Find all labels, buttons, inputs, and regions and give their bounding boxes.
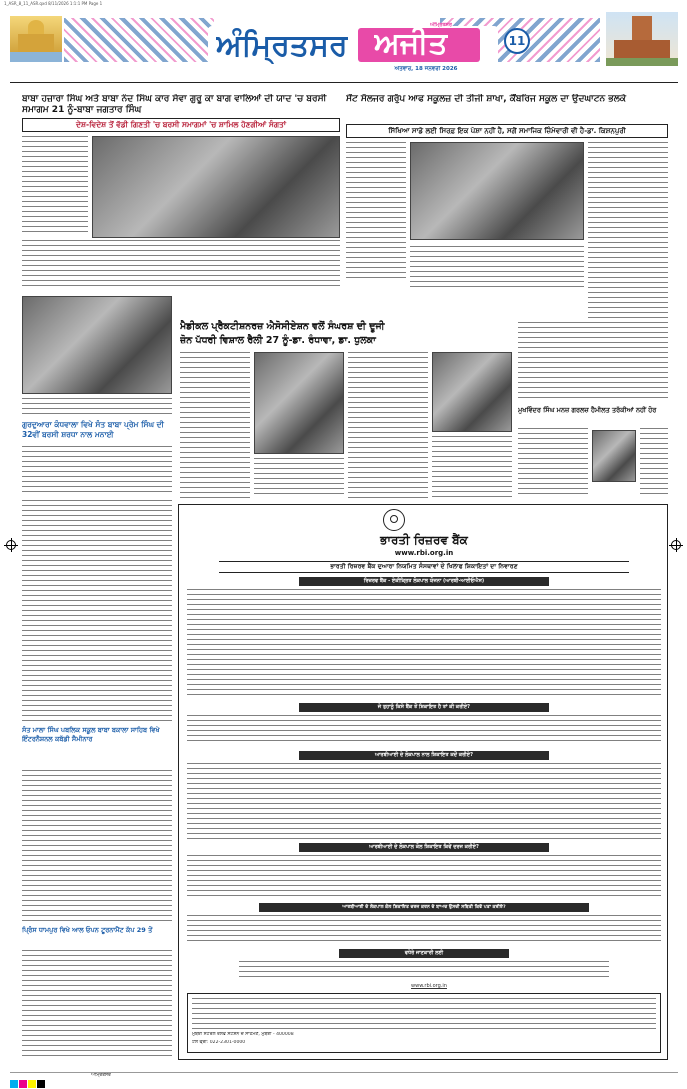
kabaddi-article-text: [22, 770, 172, 922]
subhead-sikhya: ਸਿੱਖਿਆ ਸਾਡੇ ਲਈ ਸਿਰਫ਼ ਇਕ ਪੇਸ਼ਾ ਨਹੀਂ ਹੈ, ਸਗੋਂ ਸਮਾਜਿਕ ਜ਼ਿੰਮੇਵਾਰੀ ਵੀ ਹੈ-ਡਾ. ਕਿਸ਼ਨਪੁਰੀ: [388, 127, 626, 135]
gurdwara-article-text: [22, 446, 172, 496]
right-col-text: [518, 322, 668, 402]
subhead-box-left: [22, 118, 340, 132]
title-right: ਅਜੀਤ: [374, 26, 448, 61]
print-color-strip: [10, 1072, 678, 1084]
title-banner: [208, 22, 498, 68]
medical-text-col2: [348, 352, 428, 498]
left-col-article-text: [22, 500, 172, 722]
subhead-box-right: [346, 124, 668, 138]
gurdwara-caption-text: [22, 398, 172, 418]
rbi-name: ਭਾਰਤੀ ਰਿਜ਼ਰਵ ਬੈਂਕ: [380, 533, 468, 547]
rbi-section4-heading: ਆਰਬੀਆਈ ਦੇ ਲੋਕਪਾਲ ਕੋਲ ਸ਼ਿਕਾਇਤ ਕਿਵੇਂ ਦਰਜ ਕਰੀਏ?: [299, 843, 549, 852]
headline-saint-soldier: ਸੇਂਟ ਸੋਲਜਰ ਗਰੁੱਪ ਆਫ ਸਕੂਲਜ਼ ਦੀ ਤੀਜੀ ਸ਼ਾਖਾ, ਕੈਂਬਰਿਜ ਸਕੂਲ ਦਾ ਉਦਘਾਟਨ ਭਲਕੇ: [346, 94, 627, 104]
rbi-footer-address: ਮੁੰਬਈ ਸੈਂਟਰਲ ਰੇਲਵੇ ਸਟੇਸ਼ਨ ਦੇ ਸਾਹਮਣੇ, ਮੁੰਬਈ - 400008: [192, 1032, 294, 1037]
medical-text-under-photo: [254, 458, 344, 498]
headline-kabaddi-seminar: ਸੰਤ ਮਾਲਾ ਸਿੰਘ ਪਬਲਿਕ ਸਕੂਲ ਬਾਬਾ ਬਕਾਲਾ ਸਾਹਿਬ ਵਿਖੇ ਇੰਟਰਨੈਸ਼ਨਲ ਕਬੱਡੀ ਸੈਮੀਨਾਰ: [22, 726, 160, 743]
rbi-scheme-heading: ਰਿਜ਼ਰਵ ਬੈਂਕ - ਏਕੀਕ੍ਰਿਤ ਲੋਕਪਾਲ ਯੋਜਨਾ (ਆਰਬੀ-ਆਈਓਐਸ): [299, 577, 549, 586]
monument-image: [606, 12, 678, 66]
tournament-article-text: [22, 950, 172, 1058]
rbi-main-heading-box: [219, 561, 629, 573]
rbi-section2-heading: ਜੇ ਤੁਹਾਨੂੰ ਕਿਸੇ ਬੈਂਕ ਤੋਂ ਸ਼ਿਕਾਇਤ ਹੈ ਤਾਂ ਕੀ ਕਰੀਏ?: [299, 703, 549, 712]
swatch-cyan: [10, 1080, 18, 1088]
medical-text-col3: [432, 436, 512, 498]
rbi-footer-box: [187, 993, 661, 1053]
headline-medical-1: ਮੈਡੀਕਲ ਪ੍ਰੈਕਟੀਸ਼ਨਰਜ਼ ਐਸੋਸੀਏਸ਼ਨ ਵਲੋਂ ਸੰਘਰਸ਼ ਦੀ ਦੂਜੀ: [180, 321, 385, 332]
article-text-right-col3: [588, 142, 668, 318]
photo-portrait: [592, 430, 636, 482]
bottom-slug: ਅੰਮ੍ਰਿਤਸਰ: [91, 1073, 111, 1078]
rbi-section6-heading: ਵਧੇਰੇ ਜਾਣਕਾਰੀ ਲਈ: [339, 949, 509, 958]
rbi-section3-text: [187, 763, 661, 839]
headline-baba-hazara-singh: ਬਾਬਾ ਹਜ਼ਾਰਾ ਸਿੰਘ ਅਤੇ ਬਾਬਾ ਨੰਦ ਸਿੰਘ ਕਾਰ ਸੇਵਾ ਗੁਰੂ ਕਾ ਬਾਗ ਵਾਲਿਆਂ ਦੀ ਯਾਦ 'ਚ ਬਰਸੀ ਸਮਾਗਮ 21 ਨੂੰ-ਬਾਬਾ ਜਗਤਾਰ ਸਿੰਘ: [22, 94, 327, 115]
medical-text-col1: [180, 352, 250, 498]
rbi-section4-text: [187, 855, 661, 897]
rbi-section3-heading: ਆਰਬੀਆਈ ਦੇ ਲੋਕਪਾਲ ਨਾਲ ਸ਼ਿਕਾਇਤ ਕਦੋਂ ਕਰੀਏ?: [299, 751, 549, 760]
rbi-contact-link[interactable]: www.rbi.org.in: [411, 983, 447, 989]
rbi-main-heading: ਭਾਰਤੀ ਰਿਜ਼ਰਵ ਬੈਂਕ ਦੁਆਰਾ ਨਿਯਮਿਤ ਸੰਸਥਾਵਾਂ ਦੇ ਖਿਲਾਫ ਸ਼ਿਕਾਇਤਾਂ ਦਾ ਨਿਵਾਰਣ: [330, 563, 518, 570]
article-text-bottom: [22, 240, 340, 290]
headline-mukhwinder: ਮੁਖਵਿੰਦਰ ਸਿੰਘ ਮਨਜ਼ ਗਰਲਜ਼ ਹੈਮੀਲਤ ਤਰੱਕੀਆਂ ਨਹੀਂ ਹੋਰ: [518, 406, 657, 414]
headline-tournament: ਪ੍ਰਿੰਸ ਧਾਮਪੁਰ ਵਿਖੇ ਆਲ ਓਪਨ ਟੂਰਨਾਮੈਂਟ ਕੱਪ 29 ਤੋਂ: [22, 926, 153, 934]
subhead-sangat: ਦੇਸ਼-ਵਿਦੇਸ਼ ਤੋਂ ਵੱਡੀ ਗਿਣਤੀ 'ਚ ਬਰਸੀ ਸਮਾਗਮਾਂ 'ਚ ਸ਼ਾਮਿਲ ਹੋਣਗੀਆਂ ਸੰਗਤਾਂ: [76, 120, 286, 129]
photo-gurdwara-kandhwala: [22, 296, 172, 394]
photo-barsi-samagam: [92, 136, 340, 238]
golden-temple-image: [10, 16, 62, 62]
headline-medical-2: ਜ਼ੋਨ ਪੱਧਰੀ ਵਿਸ਼ਾਲ ਰੈਲੀ 27 ਨੂੰ-ਡਾ. ਰੰਧਾਵਾ, ਡਾ. ਧੁਲਕਾ: [180, 335, 376, 346]
article-text-right-bottom: [410, 246, 584, 290]
rbi-website[interactable]: www.rbi.org.in: [394, 549, 454, 557]
article-text-col1: [22, 136, 88, 234]
rbi-scheme-text: [187, 589, 661, 699]
rbi-section5-text: [187, 915, 661, 945]
rbi-section5-heading: ਆਰਬੀਆਈ ਦੇ ਲੋਕਪਾਲ ਕੋਲ ਸ਼ਿਕਾਇਤ ਦਰਜ ਕਰਨ ਦੇ ਬਾਅਦ ਉਸਦੀ ਸਥਿਤੀ ਕਿਵੇਂ ਪਤਾ ਕਰੀਏ?: [259, 903, 589, 912]
registration-mark-left: [6, 540, 16, 550]
issue-date: ਐਤਵਾਰ, 18 ਜਨਵਰੀ 2026: [394, 66, 458, 72]
rbi-footer-text: [192, 998, 656, 1030]
rbi-footer-phone: ਟੋਲ ਫ੍ਰੀ: 022-2301-0000: [192, 1040, 246, 1045]
swatch-magenta: [19, 1080, 27, 1088]
page-number: 11: [504, 28, 530, 54]
rbi-advertisement: [178, 504, 668, 1060]
headline-gurdwara-barsi: ਗੁਰਦੁਆਰਾ ਕੰਧਵਾਲਾ ਵਿਖੇ ਸੰਤ ਬਾਬਾ ਪ੍ਰੇਮ ਸਿੰਘ ਦੀ 32ਵੀਂ ਬਰਸੀ ਸ਼ਰਧਾ ਨਾਲ ਮਨਾਈ: [22, 420, 164, 439]
rbi-emblem-icon: [383, 509, 405, 531]
decorative-pattern-left: [64, 18, 214, 62]
rbi-section2-text: [187, 715, 661, 745]
print-slug: 1_ASR_8_11_ASR.qxd 8/11/2026 1:1:1 PM Page 1: [4, 1, 103, 6]
city-tag: ਅੰਮ੍ਰਿਤਸਰ: [430, 22, 452, 28]
photo-medical-group: [432, 352, 512, 432]
rbi-contact-text: [239, 961, 609, 981]
masthead: [10, 12, 678, 88]
right-col-text-2: [518, 428, 588, 498]
title-right-banner: [358, 28, 480, 62]
swatch-yellow: [28, 1080, 36, 1088]
swatch-black: [37, 1080, 45, 1088]
article-text-right-col1: [346, 142, 406, 278]
right-col-text-3: [640, 428, 668, 498]
photo-school-inauguration: [410, 142, 584, 240]
photo-medical-rally: [254, 352, 344, 454]
title-left: ਅੰਮ੍ਰਿਤਸਰ: [216, 28, 348, 63]
registration-mark-right: [671, 540, 681, 550]
